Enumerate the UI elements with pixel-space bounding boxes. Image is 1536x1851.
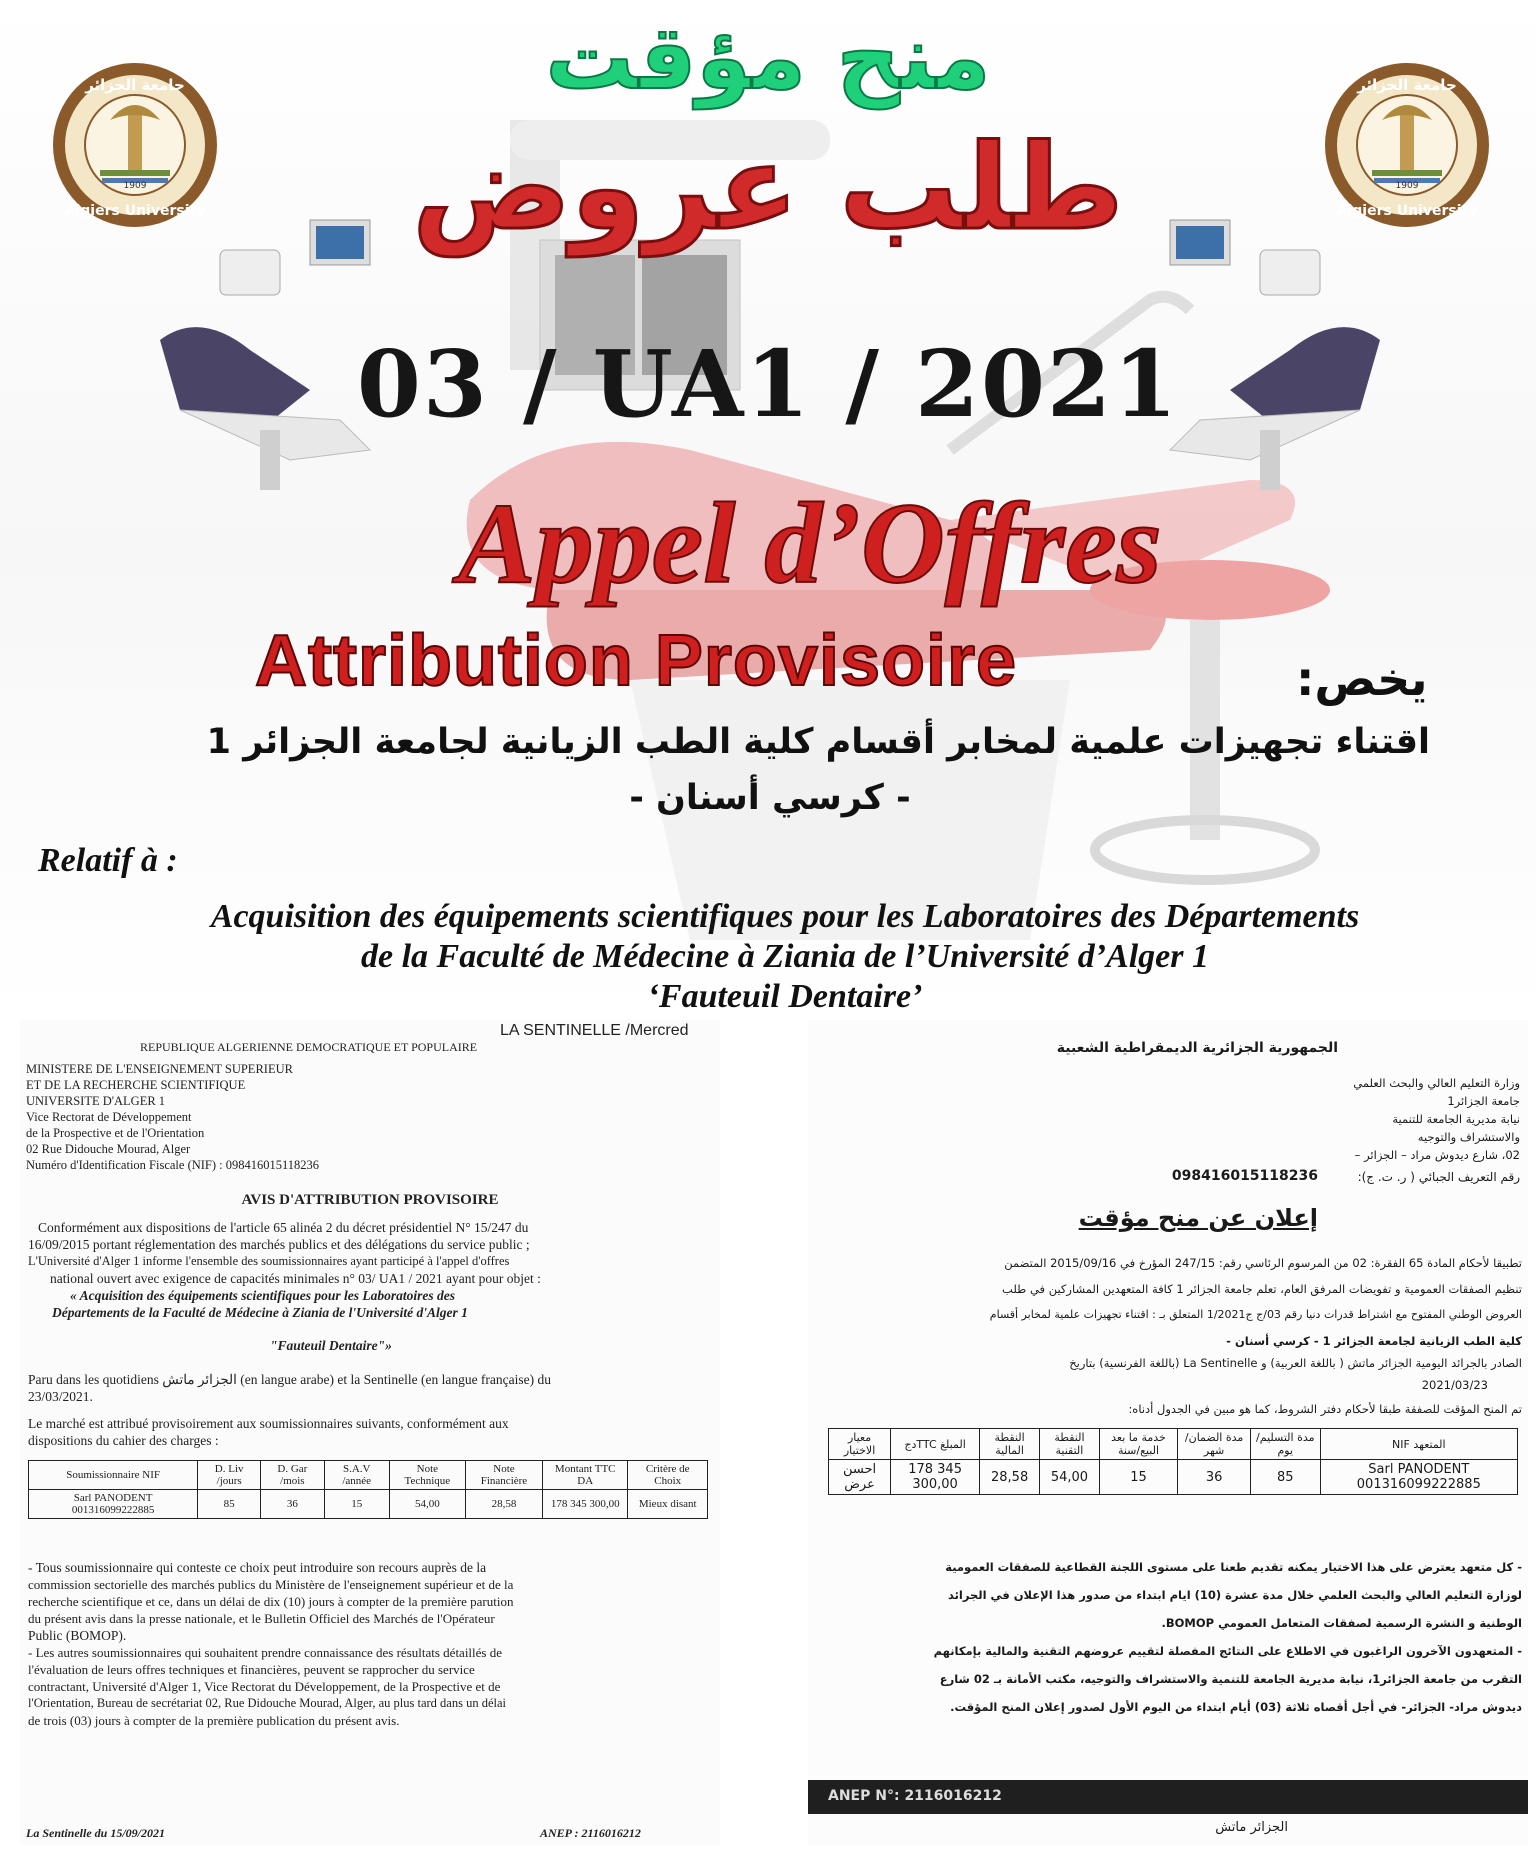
cell-bidder: Sarl PANODENT 001316099222885 [1320,1460,1517,1495]
body-line-ar: كلية الطب الزيانية لجامعة الجزائر 1 - كرسي أسنان - [1226,1334,1522,1348]
cell-delivery: 85 [198,1490,261,1519]
award-table-fr [28,1460,708,1519]
title-call-for-tenders-ar: طلب عروض [412,118,1124,256]
recourse-line: l'évaluation de leurs offres techniques et financières, peuvent se rapprocher du service [28,1662,475,1677]
col-header: مدة التسليم/ يوم [1250,1429,1320,1460]
header-line: ET DE LA RECHERCHE SCIENTIFIQUE [26,1078,246,1092]
table-row [29,1490,708,1519]
body-line-ar: 2021/03/23 [1421,1378,1488,1392]
header-line: 02 Rue Didouche Mourad, Alger [26,1142,191,1156]
col-header: مدة الضمان/ شهر [1178,1429,1251,1460]
header-line-ar: والاستشراف والتوجيه [1417,1130,1520,1144]
col-header: المبلغ TTCدج [891,1429,980,1460]
object-line: « Acquisition des équipements scientifiques pour les Laboratoires des [70,1288,456,1303]
col-header: Note Technique [389,1461,465,1490]
concerns-label-ar: يخص: [1296,652,1428,706]
avis-title: AVIS D'ATTRIBUTION PROVISOIRE [241,1192,499,1208]
recourse-line: contractant, Université d'Alger 1, Vice Rectorat du Développement, de la Prospective et de [28,1679,501,1694]
republic-line: REPUBLIQUE ALGERIENNE DEMOCRATIQUE ET POPULAIRE [140,1040,478,1054]
cell-sav: 15 [324,1490,389,1519]
recourse-line: de trois (03) jours à compter de la première publication du présent avis. [28,1713,400,1728]
recourse-line: - Les autres soumissionnaires qui souhaitent prendre connaissance des résultats détaillés de [28,1645,503,1660]
recourse-line: recherche scientifique et ce, dans un délai de dix (10) jours à compter de la première parution [28,1594,514,1609]
relatif-label: Relatif à : [38,842,178,879]
intro-line: Conformément aux dispositions de l'article 65 alinéa 2 du décret présidentiel N° 15/247 du [38,1220,529,1235]
newspaper-clipping-fr [20,1020,720,1845]
object-ar-line-1: اقتناء تجهيزات علمية لمخابر أقسام كلية الطب الزيانية لجامعة الجزائر 1 [206,722,1430,762]
cell-amount: 178 345 300,00 [543,1490,628,1519]
header-line: de la Prospective et de l'Orientation [26,1126,205,1140]
title-attribution-provisoire: Attribution Provisoire [255,621,1018,701]
recourse-line-ar: التقرب من جامعة الجزائر1، نيابة مديرية الجامعة للتنمية والاستشراف والتوجيه، مكتب الأمانة بـ 02 شارع [939,1672,1522,1686]
footer-anep: ANEP : 2116016212 [540,1826,641,1840]
paru-line: Paru dans les quotidiens الجزائر ماتش (en langue arabe) et la Sentinelle (en langue française) du [28,1372,552,1387]
seal-text-ar: جامعة الجزائر [85,76,185,94]
intro-line: national ouvert avec exigence de capacités minimales n° 03/ UA1 / 2021 ayant pour objet : [50,1271,541,1286]
tender-reference: 03 / UA1 / 2021 [356,330,1180,438]
header-line: UNIVERSITE D'ALGER 1 [26,1094,166,1108]
recourse-line: - Tous soumissionnaire qui conteste ce choix peut introduire son recours auprès de la [28,1560,487,1575]
seal-year: 1909 [123,181,147,191]
header-line-ar: وزارة التعليم العالي والبحث العلمي [1353,1076,1520,1090]
intro-line: L'Université d'Alger 1 informe l'ensemble des soumissionnaires ayant participé à l'appel d'offres [28,1254,510,1268]
header-line-ar: نيابة مديرية الجامعة للتنمية [1392,1112,1520,1126]
header-line-ar: جامعة الجزائر1 [1447,1094,1520,1108]
marche-line: dispositions du cahier des charges : [28,1433,219,1448]
object-fr-line-1: Acquisition des équipements scientifiques pour les Laboratoires des Départements [210,898,1360,935]
col-header: معيار الاختيار [829,1429,891,1460]
cell-amount: 178 345 300,00 [891,1460,980,1495]
recourse-line: l'Orientation, Bureau de secrétariat 02, Rue Didouche Mourad, Alger, au plus tard dans un délai [28,1696,506,1710]
header-line: Vice Rectorat de Développement [26,1110,192,1124]
marche-line: Le marché est attribué provisoirement aux soumissionnaires suivants, conformément aux [28,1416,509,1431]
cell-criterion: Mieux disant [628,1490,708,1519]
object-quote: "Fauteuil Dentaire"» [270,1338,392,1353]
republic-line-ar: الجمهورية الجزائرية الديمقراطية الشعبية [1056,1040,1338,1056]
body-line-ar: تنظيم الصفقات العمومية و تفويضات المرفق العام، تعلم جامعة الجزائر 1 كافة المتعهدين المشاركين في طلب [1002,1282,1522,1296]
recourse-line-ar: ديدوش مراد- الجزائر- في أجل أقصاه ثلاثة (03) أيام ابتداء من اليوم الأول لصدور إعلان المنح المؤقت. [950,1700,1522,1714]
recourse-line-ar: الوطنية و النشرة الرسمية لصفقات المتعامل العمومي BOMOP. [1161,1616,1522,1630]
header-line: Numéro d'Identification Fiscale (NIF) : 098416015118236 [26,1158,320,1172]
footer-paper-name: الجزائر ماتش [1215,1820,1288,1835]
intro-line: 16/09/2015 portant réglementation des marchés publics et des délégations du service public ; [28,1237,530,1252]
nif-label-ar: رقم التعريف الجبائي ( ر. ت. ج): [1357,1170,1520,1184]
footer-anep-ar: ANEP N°: 2116016212 [828,1788,1002,1804]
col-header: المتعهد NIF [1320,1429,1517,1460]
body-line-ar: تطبيقا لأحكام المادة 65 الفقرة: 02 من المرسوم الرئاسي رقم: 247/15 المؤرخ في 2015/09/16 المتضمن [1004,1256,1522,1270]
cell-guarantee: 36 [261,1490,325,1519]
recourse-line-ar: - المتعهدون الآخرون الراغبون في الاطلاع على النتائج المفصلة لتقييم عروضهم التقنية والمالية بإمكانهم [933,1644,1522,1658]
cell-tech-score: 54,00 [389,1490,465,1519]
seal-text-ar: جامعة الجزائر [1357,76,1457,94]
title-temporary-award-ar: منح مؤقت [545,6,991,109]
col-header: النقطة التقنية [1040,1429,1100,1460]
table-row [829,1460,1518,1495]
recourse-line: Public (BOMOP). [28,1628,127,1643]
col-header: النقطة المالية [980,1429,1040,1460]
object-fr-line-2: de la Faculté de Médecine à Ziania de l’Université d’Alger 1 [361,938,1209,975]
body-line-ar: تم المنح المؤقت للصفقة طبقا لأحكام دفتر الشروط، كما هو مبين في الجدول أدناه: [1128,1402,1522,1416]
recourse-line: du présent avis dans la presse nationale, et le Bulletin Officiel des Marchés de l'Opérateur [28,1611,495,1626]
recourse-line-ar: لوزارة التعليم العالي والبحث العلمي خلال مدة عشرة (10) ايام ابتداء من صدور هذا الإعلان في الجرائد [947,1588,1522,1602]
header-line: MINISTERE DE L'ENSEIGNEMENT SUPERIEUR [26,1062,293,1076]
seal-text-en: Algiers University [64,203,206,219]
col-header: Note Financière [465,1461,542,1490]
cell-tech-score: 54,00 [1040,1460,1100,1495]
col-header: Critère de Choix [628,1461,708,1490]
footer-source: La Sentinelle du 15/09/2021 [26,1826,166,1840]
newspaper-clipping-ar [808,1020,1528,1845]
body-line-ar: الصادر بالجرائد اليومية الجزائر ماتش ( باللغة العربية) و La Sentinelle (باللغة الفرنسية) بتاريخ [1069,1356,1522,1370]
col-header: Montant TTC DA [543,1461,628,1490]
col-header: D. Gar /mois [261,1461,325,1490]
header-line-ar: 02، شارع ديدوش مراد – الجزائر – [1354,1148,1520,1162]
title-appel-offres: Appel d’Offres [458,480,1162,608]
cell-criterion: احسن عرض [829,1460,891,1495]
col-header: S.A.V /année [324,1461,389,1490]
masthead: LA SENTINELLE /Mercred [500,1022,689,1039]
paru-line: 23/03/2021. [28,1389,93,1404]
col-header: D. Liv /jours [198,1461,261,1490]
cell-bidder: Sarl PANODENT 001316099222885 [29,1490,198,1519]
cell-fin-score: 28,58 [980,1460,1040,1495]
object-line: Départements de la Faculté de Médecine à Ziania de l'Université d'Alger 1 [52,1305,468,1320]
seal-year: 1909 [1395,181,1419,191]
award-table-ar [828,1428,1518,1495]
col-header: Soumissionnaire NIF [29,1461,198,1490]
recourse-line: commission sectorielle des marchés publics du Ministère de l'enseignement supérieur et de la [28,1577,514,1592]
body-line-ar: العروض الوطني المفتوح مع اشتراط قدرات دنيا رقم 03/ج ج1/2021 المتعلق بـ : اقتناء تجهيزات علمية لمخابر أقسام [989,1308,1522,1321]
nif-value: 098416015118236 [1171,1168,1318,1184]
seal-text-en: Algiers University [1336,203,1478,219]
cell-delivery: 85 [1250,1460,1320,1495]
cell-guarantee: 36 [1178,1460,1251,1495]
object-fr-line-3: ‘Fauteuil Dentaire’ [647,978,923,1010]
recourse-line-ar: - كل متعهد يعترض على هذا الاختيار يمكنه تقديم طعنا على مستوى اللجنة القطاعية للصفقات العمومية [945,1560,1522,1574]
cell-fin-score: 28,58 [465,1490,542,1519]
announcement-title-ar: إعلان عن منح مؤقت [1078,1204,1318,1232]
cell-sav: 15 [1099,1460,1178,1495]
object-ar-line-2: - كرسي أسنان - [629,778,911,818]
col-header: خدمة ما بعد البيع/سنة [1099,1429,1178,1460]
